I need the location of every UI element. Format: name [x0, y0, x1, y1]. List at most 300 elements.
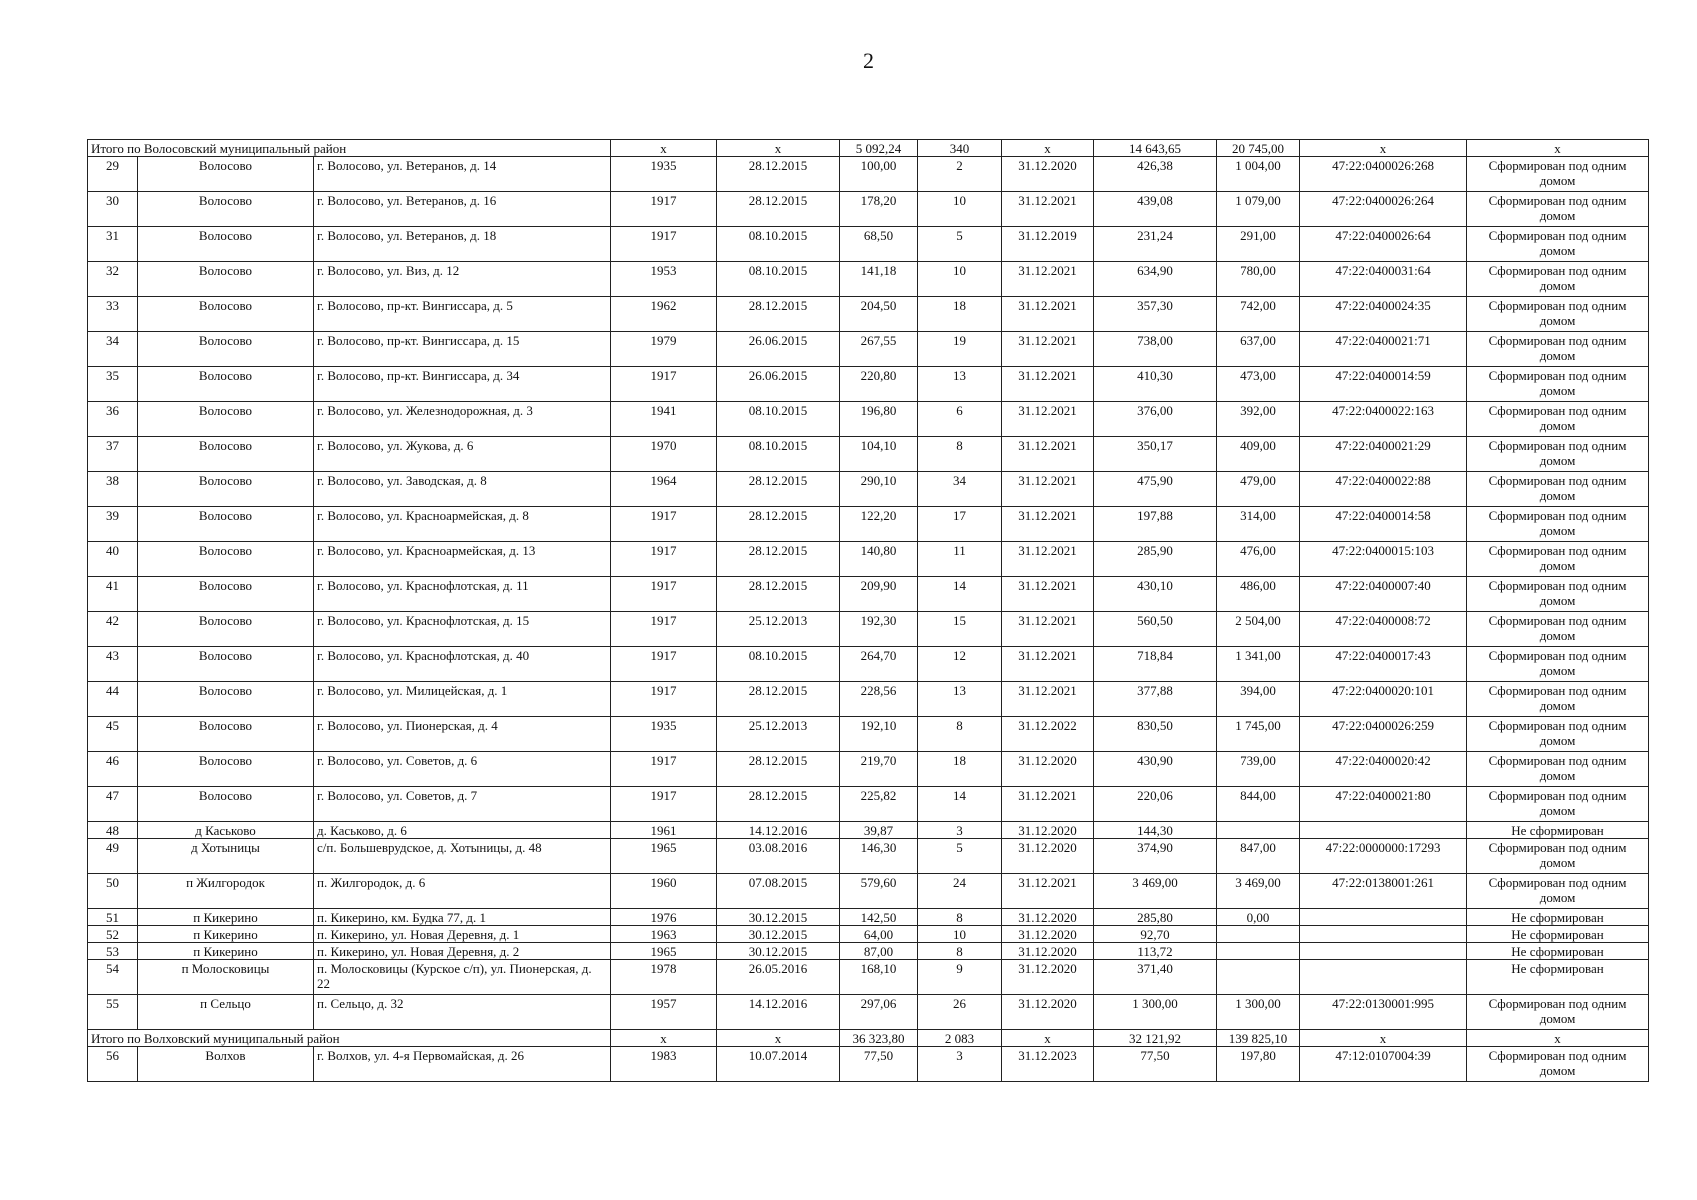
- deadline-cell: 31.12.2020: [1002, 157, 1094, 192]
- address-cell: г. Волхов, ул. 4-я Первомайская, д. 26: [314, 1047, 611, 1082]
- district-total-row: [88, 140, 1649, 157]
- decision-date-cell: 14.12.2016: [717, 995, 840, 1030]
- area-cell: 168,10: [840, 960, 918, 995]
- area-cell: 264,70: [840, 647, 918, 682]
- decision-date-cell: 28.12.2015: [717, 472, 840, 507]
- deadline-cell: 31.12.2020: [1002, 822, 1094, 839]
- district-total-value: 32 121,92: [1094, 1030, 1217, 1047]
- district-total-value: х: [1467, 1030, 1649, 1047]
- deadline-cell: 31.12.2021: [1002, 297, 1094, 332]
- district-total-value: 5 092,24: [840, 140, 918, 157]
- decision-date-cell: 28.12.2015: [717, 787, 840, 822]
- year-built-cell: 1983: [611, 1047, 717, 1082]
- year-built-cell: 1917: [611, 507, 717, 542]
- plot-status-cell: Сформирован под одним домом: [1467, 402, 1649, 437]
- row-number-cell: 50: [88, 874, 138, 909]
- year-built-cell: 1961: [611, 822, 717, 839]
- decision-date-cell: 30.12.2015: [717, 943, 840, 960]
- residents-count-cell: 18: [918, 297, 1002, 332]
- deadline-cell: 31.12.2021: [1002, 874, 1094, 909]
- deadline-cell: 31.12.2020: [1002, 926, 1094, 943]
- locality-cell: Волосово: [138, 402, 314, 437]
- row-number-cell: 38: [88, 472, 138, 507]
- row-number-cell: 51: [88, 909, 138, 926]
- plot-area-cell: 742,00: [1217, 297, 1300, 332]
- plot-area-cell: 1 079,00: [1217, 192, 1300, 227]
- row-number-cell: 36: [88, 402, 138, 437]
- cadastral-number-cell: 47:22:0400021:71: [1300, 332, 1467, 367]
- district-total-value: 340: [918, 140, 1002, 157]
- locality-cell: Волхов: [138, 1047, 314, 1082]
- plot-area-cell: 479,00: [1217, 472, 1300, 507]
- row-number-cell: 48: [88, 822, 138, 839]
- deadline-cell: 31.12.2020: [1002, 960, 1094, 995]
- cadastral-number-cell: 47:22:0400014:58: [1300, 507, 1467, 542]
- cadastral-number-cell: 47:22:0400015:103: [1300, 542, 1467, 577]
- decision-date-cell: 08.10.2015: [717, 262, 840, 297]
- area-cell: 77,50: [840, 1047, 918, 1082]
- area-cell: 87,00: [840, 943, 918, 960]
- address-cell: п. Молосковицы (Курское с/п), ул. Пионерская, д. 22: [314, 960, 611, 995]
- row-number-cell: 39: [88, 507, 138, 542]
- row-number-cell: 35: [88, 367, 138, 402]
- deadline-cell: 31.12.2021: [1002, 437, 1094, 472]
- land-area-cell: 738,00: [1094, 332, 1217, 367]
- plot-area-cell: 291,00: [1217, 227, 1300, 262]
- cadastral-number-cell: 47:22:0400026:64: [1300, 227, 1467, 262]
- area-cell: 141,18: [840, 262, 918, 297]
- row-number-cell: 56: [88, 1047, 138, 1082]
- residents-count-cell: 15: [918, 612, 1002, 647]
- plot-status-cell: Сформирован под одним домом: [1467, 472, 1649, 507]
- year-built-cell: 1957: [611, 995, 717, 1030]
- land-area-cell: 430,10: [1094, 577, 1217, 612]
- decision-date-cell: 30.12.2015: [717, 926, 840, 943]
- area-cell: 100,00: [840, 157, 918, 192]
- plot-status-cell: Сформирован под одним домом: [1467, 647, 1649, 682]
- decision-date-cell: 28.12.2015: [717, 157, 840, 192]
- residents-count-cell: 14: [918, 577, 1002, 612]
- year-built-cell: 1963: [611, 926, 717, 943]
- land-area-cell: 357,30: [1094, 297, 1217, 332]
- table-row: [88, 332, 1649, 367]
- address-cell: г. Волосово, ул. Ветеранов, д. 18: [314, 227, 611, 262]
- decision-date-cell: 08.10.2015: [717, 402, 840, 437]
- residents-count-cell: 9: [918, 960, 1002, 995]
- decision-date-cell: 10.07.2014: [717, 1047, 840, 1082]
- locality-cell: Волосово: [138, 577, 314, 612]
- plot-area-cell: 780,00: [1217, 262, 1300, 297]
- decision-date-cell: 25.12.2013: [717, 717, 840, 752]
- table-row: [88, 960, 1649, 995]
- address-cell: п. Кикерино, ул. Новая Деревня, д. 2: [314, 943, 611, 960]
- area-cell: 196,80: [840, 402, 918, 437]
- district-total-value: х: [1002, 1030, 1094, 1047]
- table-row: [88, 943, 1649, 960]
- residents-count-cell: 14: [918, 787, 1002, 822]
- land-area-cell: 376,00: [1094, 402, 1217, 437]
- plot-area-cell: 473,00: [1217, 367, 1300, 402]
- cadastral-number-cell: 47:22:0400026:268: [1300, 157, 1467, 192]
- area-cell: 104,10: [840, 437, 918, 472]
- locality-cell: п Сельцо: [138, 995, 314, 1030]
- land-area-cell: 426,38: [1094, 157, 1217, 192]
- district-total-label: Итого по Волосовский муниципальный район: [88, 140, 611, 157]
- deadline-cell: 31.12.2021: [1002, 507, 1094, 542]
- deadline-cell: 31.12.2021: [1002, 787, 1094, 822]
- land-area-cell: 231,24: [1094, 227, 1217, 262]
- year-built-cell: 1935: [611, 717, 717, 752]
- locality-cell: Волосово: [138, 542, 314, 577]
- residents-count-cell: 3: [918, 822, 1002, 839]
- land-area-cell: 475,90: [1094, 472, 1217, 507]
- residents-count-cell: 17: [918, 507, 1002, 542]
- decision-date-cell: 30.12.2015: [717, 909, 840, 926]
- address-cell: г. Волосово, ул. Ветеранов, д. 16: [314, 192, 611, 227]
- cadastral-number-cell: 47:22:0400017:43: [1300, 647, 1467, 682]
- table-row: [88, 717, 1649, 752]
- year-built-cell: 1917: [611, 367, 717, 402]
- area-cell: 579,60: [840, 874, 918, 909]
- table-row: [88, 507, 1649, 542]
- deadline-cell: 31.12.2021: [1002, 647, 1094, 682]
- address-cell: с/п. Большеврудское, д. Хотыницы, д. 48: [314, 839, 611, 874]
- address-cell: г. Волосово, ул. Красноармейская, д. 13: [314, 542, 611, 577]
- cadastral-number-cell: 47:22:0400024:35: [1300, 297, 1467, 332]
- address-cell: п. Сельцо, д. 32: [314, 995, 611, 1030]
- decision-date-cell: 28.12.2015: [717, 542, 840, 577]
- housing-registry-table: [87, 139, 1649, 1082]
- cadastral-number-cell: 47:22:0400008:72: [1300, 612, 1467, 647]
- plot-area-cell: 409,00: [1217, 437, 1300, 472]
- cadastral-number-cell: 47:22:0400026:264: [1300, 192, 1467, 227]
- row-number-cell: 54: [88, 960, 138, 995]
- year-built-cell: 1917: [611, 227, 717, 262]
- row-number-cell: 40: [88, 542, 138, 577]
- deadline-cell: 31.12.2021: [1002, 682, 1094, 717]
- table-row: [88, 192, 1649, 227]
- decision-date-cell: 07.08.2015: [717, 874, 840, 909]
- table-row: [88, 752, 1649, 787]
- district-total-value: х: [1300, 1030, 1467, 1047]
- district-total-value: х: [611, 1030, 717, 1047]
- table-row: [88, 157, 1649, 192]
- year-built-cell: 1917: [611, 542, 717, 577]
- residents-count-cell: 3: [918, 1047, 1002, 1082]
- area-cell: 209,90: [840, 577, 918, 612]
- plot-area-cell: [1217, 822, 1300, 839]
- year-built-cell: 1964: [611, 472, 717, 507]
- row-number-cell: 44: [88, 682, 138, 717]
- address-cell: г. Волосово, ул. Красноармейская, д. 8: [314, 507, 611, 542]
- deadline-cell: 31.12.2021: [1002, 612, 1094, 647]
- district-total-value: х: [1467, 140, 1649, 157]
- residents-count-cell: 13: [918, 682, 1002, 717]
- locality-cell: Волосово: [138, 612, 314, 647]
- table-row: [88, 909, 1649, 926]
- row-number-cell: 46: [88, 752, 138, 787]
- deadline-cell: 31.12.2021: [1002, 542, 1094, 577]
- table-row: [88, 262, 1649, 297]
- year-built-cell: 1962: [611, 297, 717, 332]
- row-number-cell: 31: [88, 227, 138, 262]
- residents-count-cell: 5: [918, 227, 1002, 262]
- row-number-cell: 53: [88, 943, 138, 960]
- cadastral-number-cell: 47:12:0107004:39: [1300, 1047, 1467, 1082]
- district-total-row: [88, 1030, 1649, 1047]
- table-row: [88, 647, 1649, 682]
- row-number-cell: 52: [88, 926, 138, 943]
- locality-cell: п Жилгородок: [138, 874, 314, 909]
- deadline-cell: 31.12.2019: [1002, 227, 1094, 262]
- residents-count-cell: 8: [918, 943, 1002, 960]
- plot-area-cell: [1217, 943, 1300, 960]
- district-total-label: Итого по Волховский муниципальный район: [88, 1030, 611, 1047]
- cadastral-number-cell: 47:22:0400021:80: [1300, 787, 1467, 822]
- land-area-cell: 144,30: [1094, 822, 1217, 839]
- district-total-value: х: [1300, 140, 1467, 157]
- decision-date-cell: 26.06.2015: [717, 367, 840, 402]
- plot-area-cell: 486,00: [1217, 577, 1300, 612]
- land-area-cell: 830,50: [1094, 717, 1217, 752]
- area-cell: 220,80: [840, 367, 918, 402]
- decision-date-cell: 28.12.2015: [717, 577, 840, 612]
- plot-status-cell: Сформирован под одним домом: [1467, 297, 1649, 332]
- locality-cell: п Молосковицы: [138, 960, 314, 995]
- plot-area-cell: 1 745,00: [1217, 717, 1300, 752]
- cadastral-number-cell: 47:22:0400014:59: [1300, 367, 1467, 402]
- decision-date-cell: 03.08.2016: [717, 839, 840, 874]
- locality-cell: Волосово: [138, 717, 314, 752]
- cadastral-number-cell: [1300, 822, 1467, 839]
- plot-status-cell: Сформирован под одним домом: [1467, 874, 1649, 909]
- decision-date-cell: 08.10.2015: [717, 437, 840, 472]
- land-area-cell: 220,06: [1094, 787, 1217, 822]
- address-cell: г. Волосово, ул. Краснофлотская, д. 15: [314, 612, 611, 647]
- table-row: [88, 995, 1649, 1030]
- land-area-cell: 92,70: [1094, 926, 1217, 943]
- decision-date-cell: 28.12.2015: [717, 752, 840, 787]
- locality-cell: Волосово: [138, 262, 314, 297]
- plot-status-cell: Сформирован под одним домом: [1467, 717, 1649, 752]
- land-area-cell: 439,08: [1094, 192, 1217, 227]
- row-number-cell: 32: [88, 262, 138, 297]
- land-area-cell: 113,72: [1094, 943, 1217, 960]
- cadastral-number-cell: 47:22:0400031:64: [1300, 262, 1467, 297]
- decision-date-cell: 28.12.2015: [717, 192, 840, 227]
- table-row: [88, 874, 1649, 909]
- cadastral-number-cell: [1300, 943, 1467, 960]
- table-row: [88, 1047, 1649, 1082]
- deadline-cell: 31.12.2021: [1002, 192, 1094, 227]
- residents-count-cell: 8: [918, 437, 1002, 472]
- address-cell: г. Волосово, ул. Пионерская, д. 4: [314, 717, 611, 752]
- locality-cell: п Кикерино: [138, 943, 314, 960]
- locality-cell: Волосово: [138, 647, 314, 682]
- locality-cell: Волосово: [138, 507, 314, 542]
- plot-area-cell: 476,00: [1217, 542, 1300, 577]
- deadline-cell: 31.12.2022: [1002, 717, 1094, 752]
- plot-area-cell: 314,00: [1217, 507, 1300, 542]
- table-row: [88, 682, 1649, 717]
- plot-status-cell: Сформирован под одним домом: [1467, 682, 1649, 717]
- residents-count-cell: 2: [918, 157, 1002, 192]
- cadastral-number-cell: 47:22:0400007:40: [1300, 577, 1467, 612]
- area-cell: 140,80: [840, 542, 918, 577]
- address-cell: г. Волосово, ул. Краснофлотская, д. 40: [314, 647, 611, 682]
- residents-count-cell: 10: [918, 262, 1002, 297]
- decision-date-cell: 08.10.2015: [717, 227, 840, 262]
- address-cell: п. Жилгородок, д. 6: [314, 874, 611, 909]
- area-cell: 290,10: [840, 472, 918, 507]
- area-cell: 219,70: [840, 752, 918, 787]
- plot-area-cell: 1 300,00: [1217, 995, 1300, 1030]
- year-built-cell: 1976: [611, 909, 717, 926]
- residents-count-cell: 5: [918, 839, 1002, 874]
- residents-count-cell: 24: [918, 874, 1002, 909]
- area-cell: 178,20: [840, 192, 918, 227]
- area-cell: 225,82: [840, 787, 918, 822]
- cadastral-number-cell: [1300, 909, 1467, 926]
- plot-status-cell: Сформирован под одним домом: [1467, 1047, 1649, 1082]
- land-area-cell: 634,90: [1094, 262, 1217, 297]
- plot-status-cell: Не сформирован: [1467, 960, 1649, 995]
- registry-body: [88, 140, 1649, 1082]
- year-built-cell: 1917: [611, 682, 717, 717]
- table-row: [88, 402, 1649, 437]
- residents-count-cell: 8: [918, 717, 1002, 752]
- residents-count-cell: 6: [918, 402, 1002, 437]
- locality-cell: Волосово: [138, 472, 314, 507]
- address-cell: г. Волосово, ул. Милицейская, д. 1: [314, 682, 611, 717]
- locality-cell: Волосово: [138, 192, 314, 227]
- cadastral-number-cell: 47:22:0400021:29: [1300, 437, 1467, 472]
- deadline-cell: 31.12.2020: [1002, 839, 1094, 874]
- plot-area-cell: 637,00: [1217, 332, 1300, 367]
- plot-status-cell: Не сформирован: [1467, 909, 1649, 926]
- cadastral-number-cell: 47:22:0130001:995: [1300, 995, 1467, 1030]
- row-number-cell: 45: [88, 717, 138, 752]
- plot-status-cell: Сформирован под одним домом: [1467, 332, 1649, 367]
- year-built-cell: 1935: [611, 157, 717, 192]
- table-row: [88, 367, 1649, 402]
- deadline-cell: 31.12.2023: [1002, 1047, 1094, 1082]
- row-number-cell: 33: [88, 297, 138, 332]
- address-cell: г. Волосово, ул. Железнодорожная, д. 3: [314, 402, 611, 437]
- area-cell: 228,56: [840, 682, 918, 717]
- plot-status-cell: Сформирован под одним домом: [1467, 752, 1649, 787]
- plot-area-cell: 739,00: [1217, 752, 1300, 787]
- address-cell: п. Кикерино, ул. Новая Деревня, д. 1: [314, 926, 611, 943]
- deadline-cell: 31.12.2020: [1002, 909, 1094, 926]
- residents-count-cell: 13: [918, 367, 1002, 402]
- plot-area-cell: 844,00: [1217, 787, 1300, 822]
- table-row: [88, 437, 1649, 472]
- locality-cell: Волосово: [138, 227, 314, 262]
- address-cell: г. Волосово, пр-кт. Вингиссара, д. 15: [314, 332, 611, 367]
- plot-area-cell: 1 004,00: [1217, 157, 1300, 192]
- area-cell: 64,00: [840, 926, 918, 943]
- cadastral-number-cell: 47:22:0400020:101: [1300, 682, 1467, 717]
- plot-area-cell: 847,00: [1217, 839, 1300, 874]
- land-area-cell: 3 469,00: [1094, 874, 1217, 909]
- plot-area-cell: 394,00: [1217, 682, 1300, 717]
- plot-status-cell: Сформирован под одним домом: [1467, 787, 1649, 822]
- plot-status-cell: Сформирован под одним домом: [1467, 157, 1649, 192]
- plot-area-cell: [1217, 960, 1300, 995]
- area-cell: 146,30: [840, 839, 918, 874]
- district-total-value: 2 083: [918, 1030, 1002, 1047]
- address-cell: д. Каськово, д. 6: [314, 822, 611, 839]
- year-built-cell: 1965: [611, 839, 717, 874]
- table-row: [88, 297, 1649, 332]
- district-total-value: х: [717, 1030, 840, 1047]
- deadline-cell: 31.12.2021: [1002, 367, 1094, 402]
- year-built-cell: 1917: [611, 647, 717, 682]
- area-cell: 122,20: [840, 507, 918, 542]
- cadastral-number-cell: 47:22:0138001:261: [1300, 874, 1467, 909]
- plot-status-cell: Не сформирован: [1467, 943, 1649, 960]
- area-cell: 39,87: [840, 822, 918, 839]
- cadastral-number-cell: 47:22:0000000:17293: [1300, 839, 1467, 874]
- row-number-cell: 49: [88, 839, 138, 874]
- deadline-cell: 31.12.2021: [1002, 577, 1094, 612]
- row-number-cell: 43: [88, 647, 138, 682]
- locality-cell: п Кикерино: [138, 909, 314, 926]
- residents-count-cell: 10: [918, 926, 1002, 943]
- year-built-cell: 1917: [611, 612, 717, 647]
- cadastral-number-cell: 47:22:0400022:88: [1300, 472, 1467, 507]
- year-built-cell: 1917: [611, 752, 717, 787]
- locality-cell: Волосово: [138, 332, 314, 367]
- land-area-cell: 374,90: [1094, 839, 1217, 874]
- plot-status-cell: Сформирован под одним домом: [1467, 612, 1649, 647]
- cadastral-number-cell: [1300, 926, 1467, 943]
- residents-count-cell: 18: [918, 752, 1002, 787]
- row-number-cell: 37: [88, 437, 138, 472]
- land-area-cell: 430,90: [1094, 752, 1217, 787]
- address-cell: г. Волосово, пр-кт. Вингиссара, д. 34: [314, 367, 611, 402]
- cadastral-number-cell: [1300, 960, 1467, 995]
- plot-status-cell: Не сформирован: [1467, 822, 1649, 839]
- row-number-cell: 41: [88, 577, 138, 612]
- plot-area-cell: 392,00: [1217, 402, 1300, 437]
- locality-cell: д Каськово: [138, 822, 314, 839]
- area-cell: 204,50: [840, 297, 918, 332]
- land-area-cell: 197,88: [1094, 507, 1217, 542]
- address-cell: г. Волосово, ул. Советов, д. 6: [314, 752, 611, 787]
- plot-status-cell: Сформирован под одним домом: [1467, 367, 1649, 402]
- plot-status-cell: Сформирован под одним домом: [1467, 227, 1649, 262]
- table-row: [88, 227, 1649, 262]
- land-area-cell: 350,17: [1094, 437, 1217, 472]
- table-row: [88, 612, 1649, 647]
- land-area-cell: 371,40: [1094, 960, 1217, 995]
- row-number-cell: 29: [88, 157, 138, 192]
- district-total-value: х: [611, 140, 717, 157]
- row-number-cell: 42: [88, 612, 138, 647]
- locality-cell: д Хотыницы: [138, 839, 314, 874]
- locality-cell: Волосово: [138, 752, 314, 787]
- cadastral-number-cell: 47:22:0400026:259: [1300, 717, 1467, 752]
- decision-date-cell: 14.12.2016: [717, 822, 840, 839]
- land-area-cell: 1 300,00: [1094, 995, 1217, 1030]
- cadastral-number-cell: 47:22:0400022:163: [1300, 402, 1467, 437]
- district-total-value: х: [717, 140, 840, 157]
- year-built-cell: 1917: [611, 192, 717, 227]
- page-number: 2: [863, 48, 874, 73]
- plot-status-cell: Сформирован под одним домом: [1467, 262, 1649, 297]
